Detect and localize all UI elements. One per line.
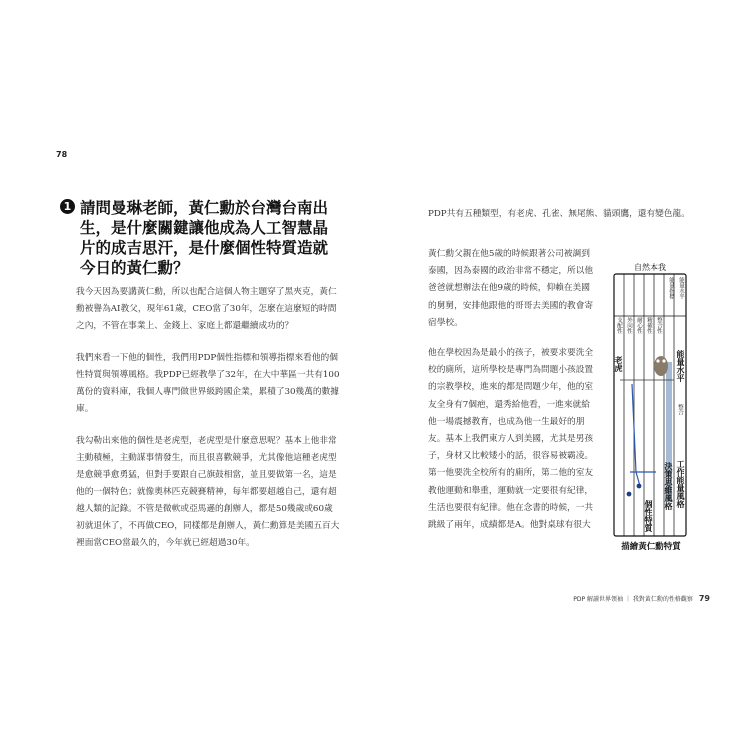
column-label: 能量指標 xyxy=(668,277,674,299)
trait-marker xyxy=(637,484,642,489)
column-label: 耐心性 xyxy=(636,317,642,334)
footer-book: PDP 解讀世界領袖 xyxy=(573,596,624,603)
column-label: 支配性 xyxy=(616,317,622,334)
trait-marker xyxy=(627,492,632,497)
left-body xyxy=(76,284,340,567)
column-label: 精確性 xyxy=(646,317,652,334)
body-paragraph: 他在學校因為是最小的孩子，被要求要洗全校的廁所，這所學校是專門為問題小孩設置的宗教學校，進來的都是問題少年，他的室友全身有7個疤，還秀給他看，一進來就給他一場震撼教育，也成為他一生最好的朋友。基本上我們東方人到美國，尤其是男孩子，身材又比較矮小的話，很容易被霸凌。第一他要洗全校所有的廁所，第二他的室友教他運動和舉重，運動就一定要很有紀律，生活也要很有紀律。他在念書的時候，一共跳級了兩年，成績都是A。他對桌球有很大 xyxy=(428,348,594,531)
right-page-number: 79 xyxy=(698,594,710,603)
column-label: 外向性 xyxy=(626,317,632,334)
footer xyxy=(573,594,710,603)
diagram-top-label: 自然本我 xyxy=(634,263,666,272)
column-label: 能量水平 xyxy=(678,277,684,299)
body-paragraph: 黃仁勳父親在他5歲的時候跟著公司被調到泰國，因為泰國的政治非常不穩定，所以他爸爸就想辦法在他9歲的時候，仰賴在美國的舅舅，安排他跟他的哥哥去美國的教會寄宿學校。 xyxy=(428,249,594,328)
question-block xyxy=(60,198,338,278)
body-paragraph: 我今天因為要講黃仁勳，所以也配合這個人物主題穿了黑夾克，黃仁勳被譽為AI教父，現年61歲，CEO當了30年，怎麼在這麼短的時間之內，不管在事業上、金錢上、家庭上都還繼續成功的？ xyxy=(76,287,337,331)
footer-chapter: 我對黃仁勳的性格觀察 xyxy=(632,596,693,603)
traits-tag: 個性特質 xyxy=(644,500,653,532)
question-number-badge: 1 xyxy=(60,199,75,214)
pdp-diagram xyxy=(610,262,690,562)
body-paragraph: 我們來看一下他的個性，我們用PDP個性指標和領導指標來看他的個性特質與領導風格。我PDP已經教學了32年，在大中華區一共有100萬份的資料庫，我個人專門做世界級跨國企業，累積了30幾萬的數據庫。 xyxy=(76,353,340,414)
left-page-number: 78 xyxy=(56,150,68,159)
types-paragraph: PDP共有五種類型，有老虎、孔雀、無尾熊、貓頭鷹，還有變色龍。 xyxy=(428,209,690,219)
question-title: 請問曼琳老師，黃仁勳於台灣台南出生，是什麼關鍵讓他成為人工智慧晶片的成吉思汗，是什麼個性特質造就今日的黃仁勳？ xyxy=(80,199,329,277)
right-body xyxy=(428,246,596,547)
decision-style-tag: 決策思維風格 xyxy=(664,462,673,510)
tiger-tag: 老虎 xyxy=(614,356,623,372)
column-label: 整合性 xyxy=(656,317,662,334)
energy-level-tag: 能量水平 xyxy=(676,350,685,382)
footer-sep: ｜ xyxy=(624,596,631,603)
body-paragraph: 我勾勒出來他的個性是老虎型，老虎型是什麼意思呢？基本上他非常主動積極，主動謀事情發生，而且很喜歡競爭，尤其像他這種老虎型是愈競爭愈勇猛，但對手要跟自己旗鼓相當，並且要做第一名，這是他的一個特色；就像奧林匹克競賽精神，每年都要超越自己，還有超越人類的記錄。不管是微軟或亞馬遜的創辦人，都是50幾歲或60歲初就退休了，不再做CEO，同樣都是創辦人，黃仁勳算是美國五百大裡面當CEO當最久的，今年就已經超過30年。 xyxy=(76,436,340,548)
work-style-tag: 工作能量風格 xyxy=(676,460,685,508)
owl-figure xyxy=(654,356,668,376)
diagram-caption: 描繪黃仁勳特質 xyxy=(621,542,681,552)
integration-tag: 整合 xyxy=(677,404,683,415)
